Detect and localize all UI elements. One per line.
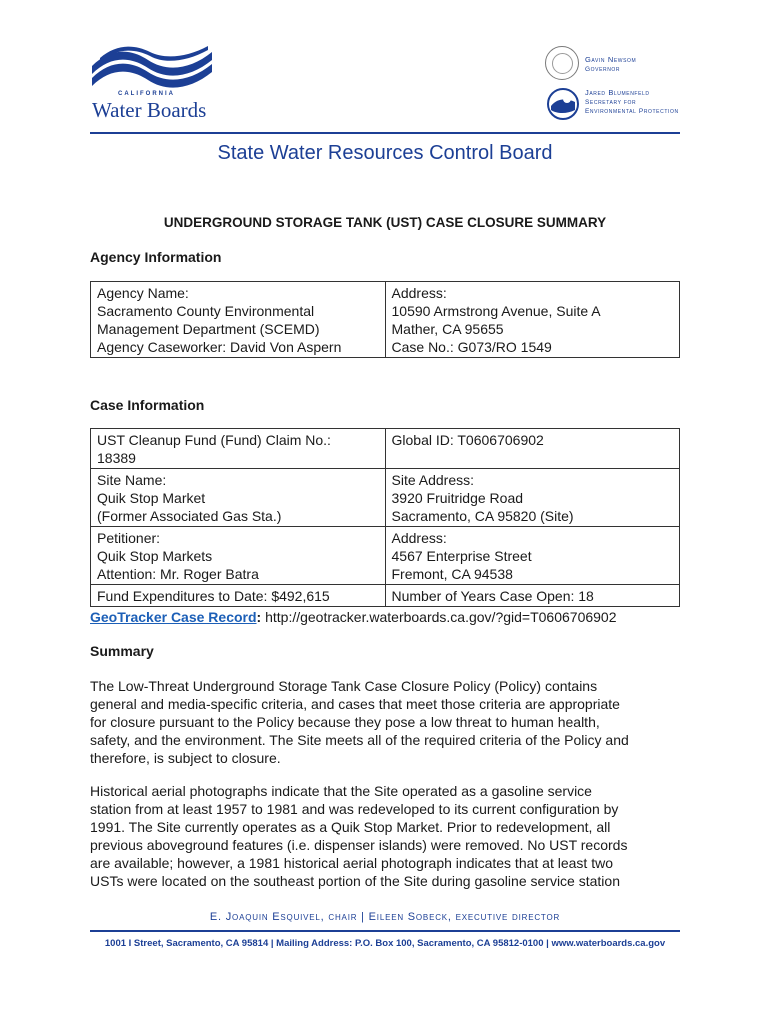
footer-address: 1001 I Street, Sacramento, CA 95814 | Mailing Address: P.O. Box 100, Sacramento, CA 95812-0100 | www.waterboards.ca.gov — [104, 938, 666, 949]
agency-right-cell — [385, 282, 680, 358]
geotracker-url: http://geotracker.waterboards.ca.gov/?gid=T0606706902 — [261, 609, 617, 625]
cell-line: Agency Caseworker: David Von Aspern — [97, 339, 342, 355]
summary-heading: Summary — [90, 643, 154, 659]
paragraph-line: 1991. The Site currently operates as a Quik Stop Market. Prior to redevelopment, all — [90, 819, 611, 835]
cell-line: Site Address: — [391, 472, 474, 488]
state-seal-icon — [545, 46, 579, 80]
case-right-cell — [385, 469, 680, 527]
cell-line: 3920 Fruitridge Road — [391, 490, 524, 506]
case-right-cell — [385, 527, 680, 585]
paragraph-line: The Low-Threat Underground Storage Tank Case Closure Policy (Policy) contains — [90, 678, 598, 694]
cell-line: (Former Associated Gas Sta.) — [97, 508, 282, 524]
document-title: UNDERGROUND STORAGE TANK (UST) CASE CLOSURE SUMMARY — [163, 215, 607, 230]
footer-leadership: E. Joaquin Esquivel, chair | Eileen Sobeck, executive director — [209, 911, 561, 923]
case-information-heading: Case Information — [90, 397, 205, 413]
cell-line: Sacramento, CA 95820 (Site) — [391, 508, 574, 524]
table-row — [91, 282, 680, 358]
governor-title: Governor — [585, 66, 621, 73]
paragraph-line: for closure pursuant to the Policy because they pose a low threat to human health, — [90, 714, 600, 730]
calepa-logo-icon — [547, 88, 579, 120]
case-left-cell — [91, 527, 386, 585]
cell-line: Management Department (SCEMD) — [97, 321, 320, 337]
logo-state-text: CALIFORNIA — [118, 91, 175, 97]
paragraph-line: therefore, is subject to closure. — [90, 750, 281, 766]
water-boards-logo — [90, 44, 220, 122]
case-right-cell — [385, 429, 680, 469]
header-divider — [90, 132, 680, 134]
cell-line: Mather, CA 95655 — [391, 321, 504, 337]
paragraph-line: safety, and the environment. The Site meets all of the required criteria of the Policy and — [90, 732, 629, 748]
geotracker-case-record-link[interactable]: GeoTracker Case Record — [90, 609, 257, 625]
cell-line: Global ID: T0606706902 — [391, 432, 544, 448]
agency-information-heading: Agency Information — [90, 249, 222, 265]
table-row — [91, 585, 680, 607]
governor-name: Gavin Newsom — [585, 55, 637, 64]
logo-name-text: Water Boards — [92, 98, 207, 122]
cell-line: Sacramento County Environmental — [97, 303, 315, 319]
case-information-table — [90, 428, 680, 607]
secretary-title: Secretary for Environmental Protection — [585, 99, 679, 115]
agency-information-table — [90, 281, 680, 358]
cell-line: Address: — [391, 530, 447, 546]
table-row — [91, 469, 680, 527]
geotracker-colon: : — [256, 609, 262, 625]
case-left-cell — [91, 429, 386, 469]
cell-line: Number of Years Case Open: 18 — [391, 588, 594, 604]
cell-line: 18389 — [97, 450, 136, 466]
case-right-cell — [385, 585, 680, 607]
paragraph-line: USTs were located on the southeast portion of the Site during gasoline service station — [90, 873, 620, 889]
board-title: State Water Resources Control Board — [217, 142, 553, 164]
cell-line: Quik Stop Markets — [97, 548, 213, 564]
case-left-cell — [91, 585, 386, 607]
cell-line: Quik Stop Market — [97, 490, 206, 506]
geotracker-line — [90, 609, 617, 625]
cell-line: 4567 Enterprise Street — [391, 548, 532, 564]
paragraph-line: general and media-specific criteria, and cases that meet those criteria are appropriate — [90, 696, 620, 712]
cell-line: Fremont, CA 94538 — [391, 566, 513, 582]
summary-paragraph-2 — [90, 782, 690, 890]
cell-line: Address: — [391, 285, 447, 301]
footer-divider — [90, 930, 680, 932]
cell-line: Agency Name: — [97, 285, 189, 301]
cell-line: Attention: Mr. Roger Batra — [97, 566, 259, 582]
paragraph-line: are available; however, a 1981 historical aerial photograph indicates that at least two — [90, 855, 613, 871]
cell-line: Petitioner: — [97, 530, 161, 546]
paragraph-line: station from at least 1957 to 1981 and was redeveloped to its current configuration by — [90, 801, 619, 817]
paragraph-line: previous aboveground features (i.e. dispenser islands) were removed. No UST records — [90, 837, 628, 853]
table-row — [91, 429, 680, 469]
cell-line: Fund Expenditures to Date: $492,615 — [97, 588, 330, 604]
summary-paragraph-1 — [90, 677, 690, 767]
table-row — [91, 527, 680, 585]
paragraph-line: Historical aerial photographs indicate that the Site operated as a gasoline service — [90, 783, 592, 799]
wave-logo-icon — [90, 44, 220, 94]
cell-line: Site Name: — [97, 472, 167, 488]
case-left-cell — [91, 469, 386, 527]
agency-left-cell — [91, 282, 386, 358]
secretary-name: Jared Blumenfeld — [585, 88, 650, 97]
cell-line: Case No.: G073/RO 1549 — [391, 339, 552, 355]
cell-line: 10590 Armstrong Avenue, Suite A — [391, 303, 601, 319]
cell-line: UST Cleanup Fund (Fund) Claim No.: — [97, 432, 331, 448]
